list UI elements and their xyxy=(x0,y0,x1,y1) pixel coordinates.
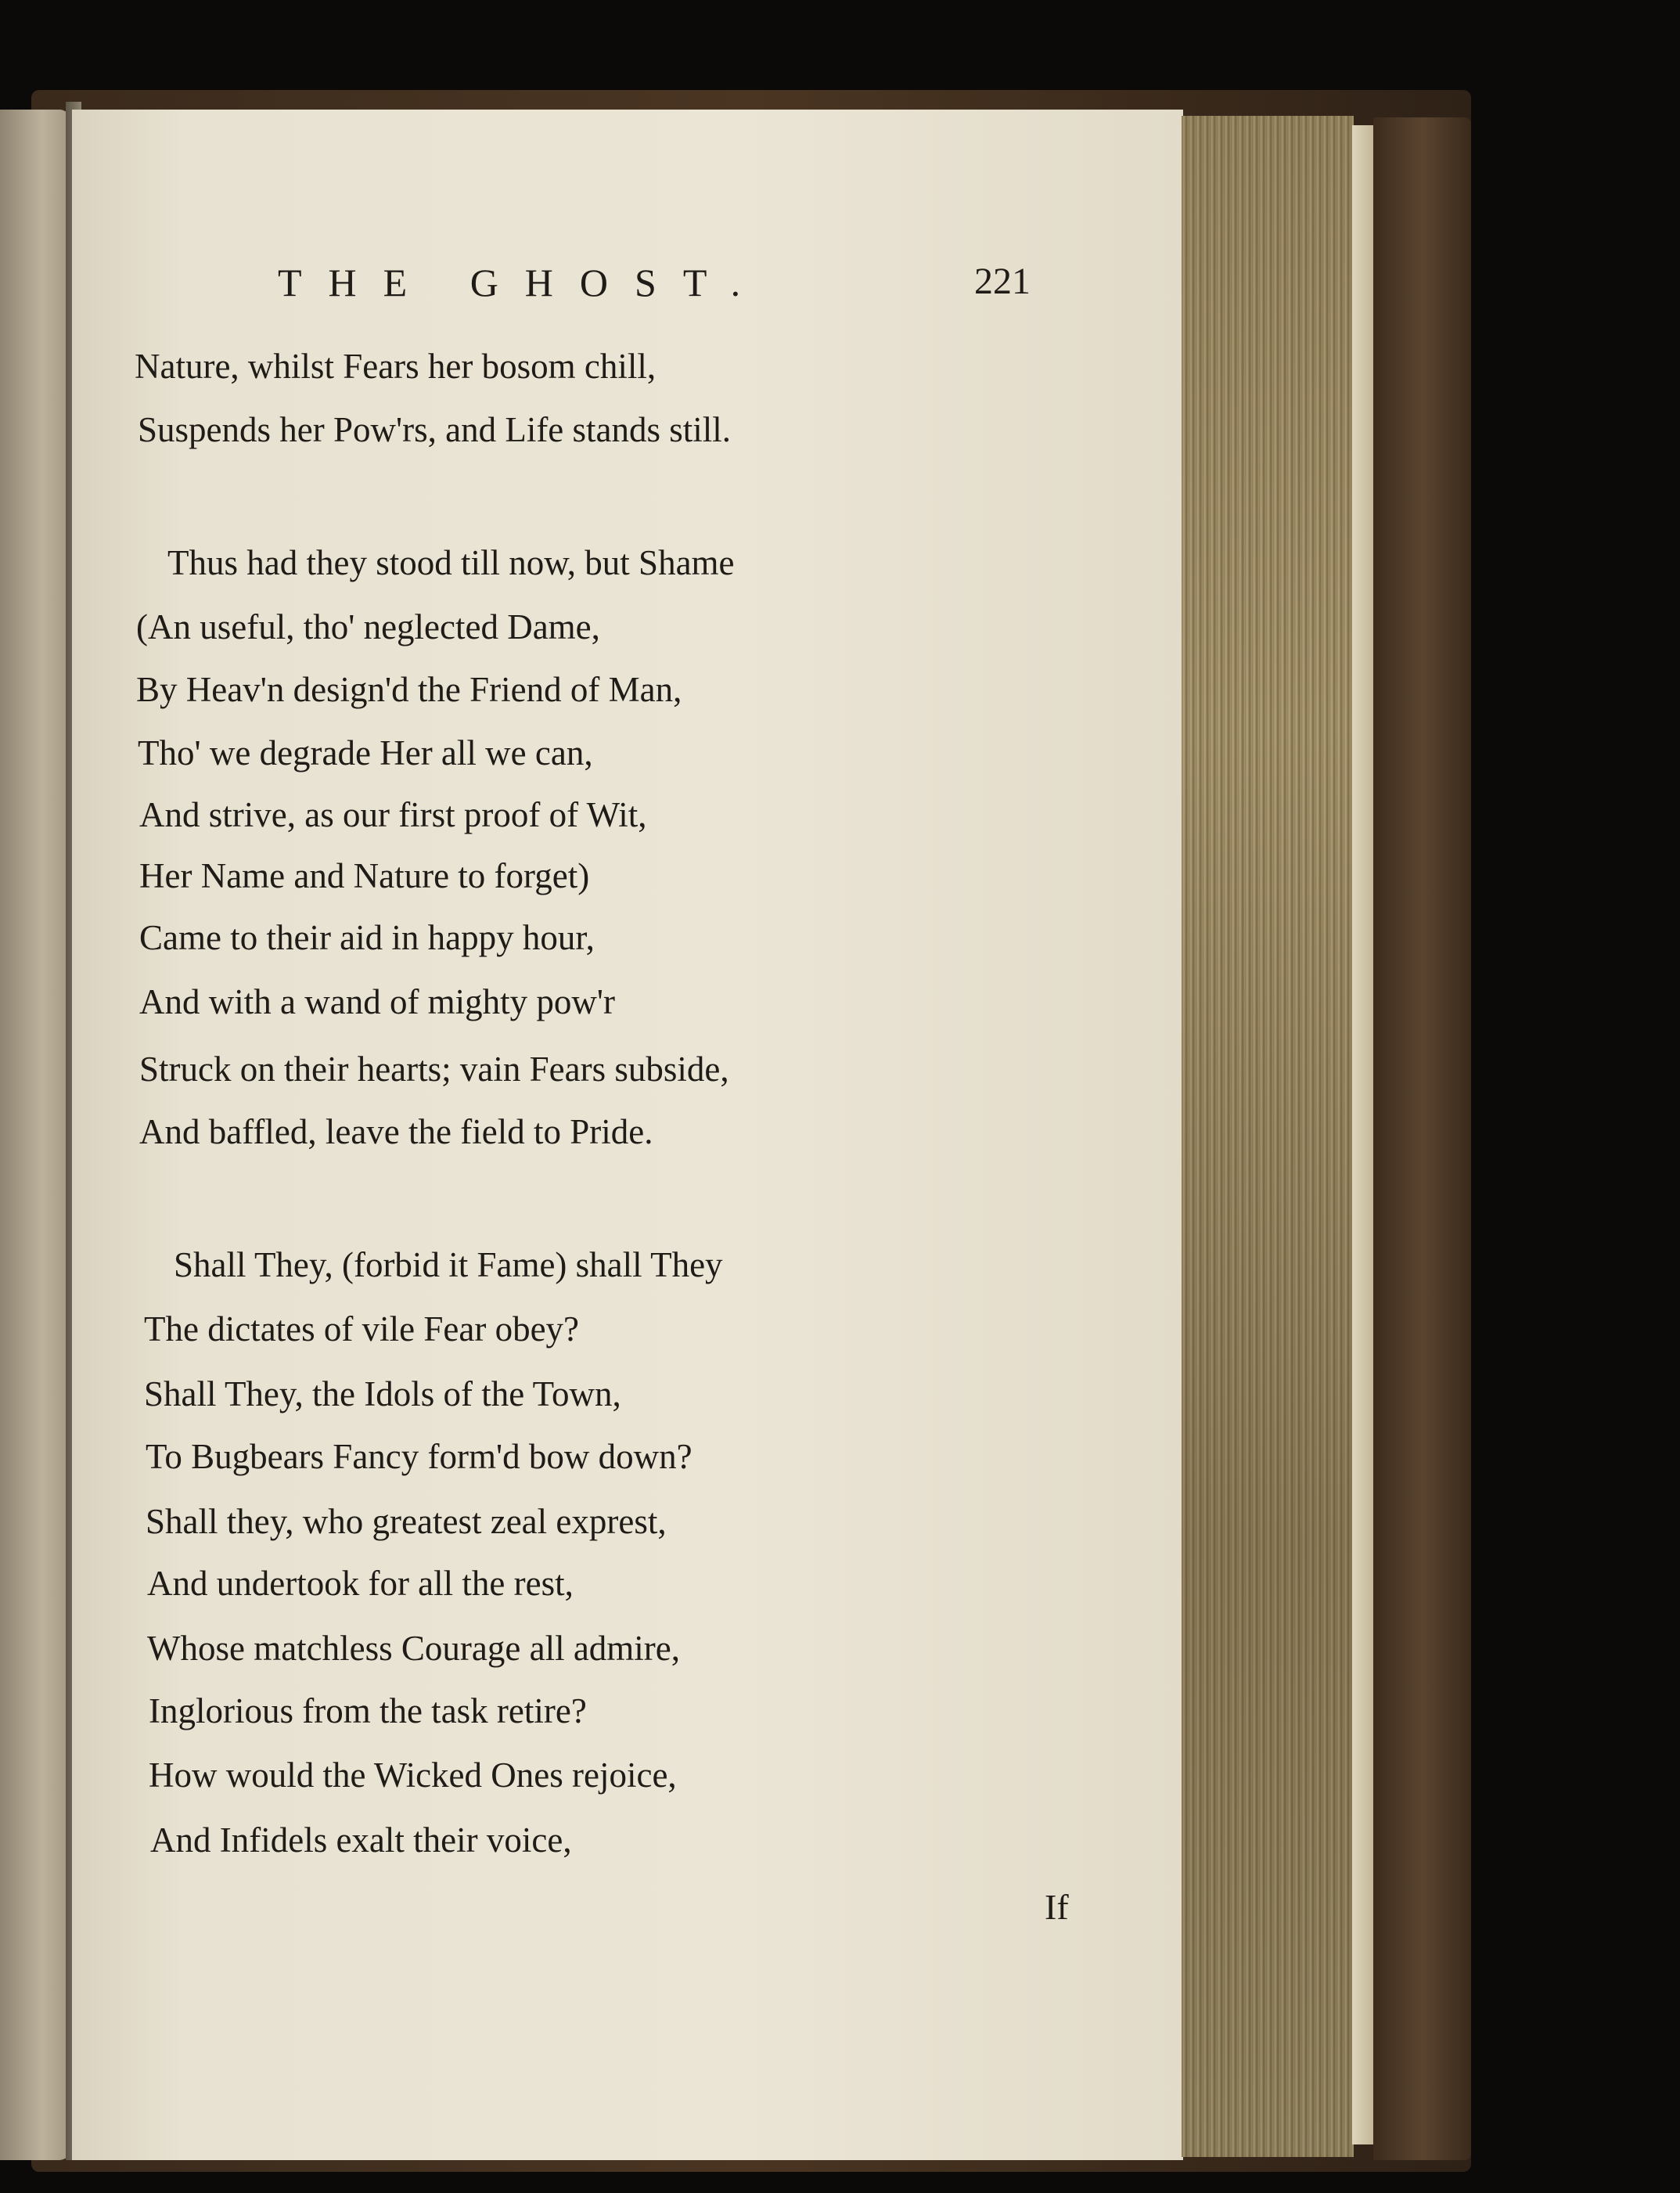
verse-line: Came to their aid in happy hour, xyxy=(139,918,595,957)
verse-line: And Infidels exalt their voice, xyxy=(150,1820,572,1860)
page-number: 221 xyxy=(974,261,1031,302)
verse-line: By Heav'n design'd the Friend of Man, xyxy=(136,670,682,709)
facing-page-edge xyxy=(0,110,70,2160)
verse-line: How would the Wicked Ones rejoice, xyxy=(149,1755,677,1795)
verse-line: Inglorious from the task retire? xyxy=(149,1691,587,1730)
endpaper xyxy=(1352,125,1376,2144)
verse-line: Shall They, (forbid it Fame) shall They xyxy=(174,1245,723,1284)
running-head: THE GHOST. xyxy=(278,261,768,304)
verse-line: Shall They, the Idols of the Town, xyxy=(144,1374,621,1413)
verse-line: Thus had they stood till now, but Shame xyxy=(167,543,735,582)
catchword: If xyxy=(1045,1887,1069,1927)
verse-line: The dictates of vile Fear obey? xyxy=(144,1309,580,1349)
verse-line: And baffled, leave the field to Pride. xyxy=(139,1112,653,1151)
book-spine xyxy=(1373,117,1471,2160)
verse-line: (An useful, tho' neglected Dame, xyxy=(136,607,600,646)
verse-line: Nature, whilst Fears her bosom chill, xyxy=(135,347,657,386)
verse-line: And undertook for all the rest, xyxy=(147,1564,574,1603)
verse-line: Tho' we degrade Her all we can, xyxy=(138,733,593,772)
verse-line: Whose matchless Courage all admire, xyxy=(147,1629,681,1668)
verse-line: And with a wand of mighty pow'r xyxy=(139,982,616,1021)
verse-line: To Bugbears Fancy form'd bow down? xyxy=(146,1437,693,1476)
verse-line: Suspends her Pow'rs, and Life stands still. xyxy=(138,410,732,449)
verse-line: Her Name and Nature to forget) xyxy=(139,856,590,895)
verse-line: And strive, as our first proof of Wit, xyxy=(139,795,647,834)
verse-line: Struck on their hearts; vain Fears subside, xyxy=(139,1050,729,1089)
page-block-stain xyxy=(1182,116,1354,2157)
verse-line: Shall they, who greatest zeal exprest, xyxy=(146,1502,667,1541)
